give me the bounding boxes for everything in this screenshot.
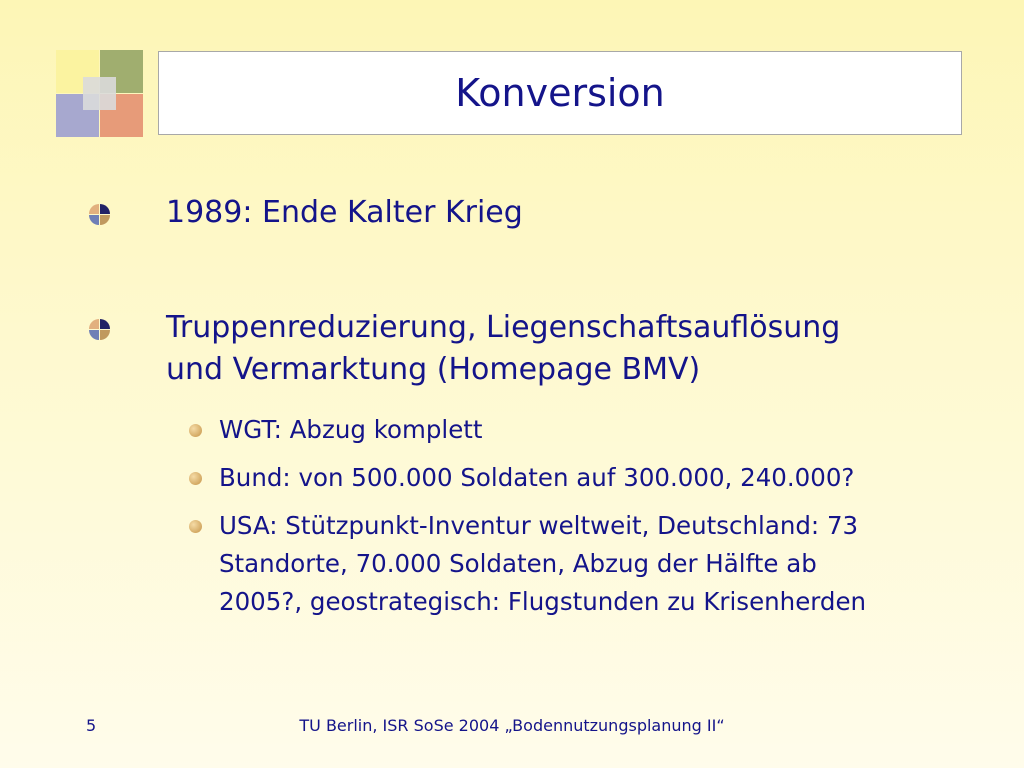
subbullet-text: WGT: Abzug komplett	[219, 415, 483, 444]
bullet-icon	[89, 204, 111, 226]
footer-text: TU Berlin, ISR SoSe 2004 „Bodennutzungsplanung II“	[299, 716, 725, 735]
bullet-text: Truppenreduzierung, Liegenschaftsauflösung und Vermarktung (Homepage BMV)	[166, 310, 841, 387]
slide-number: 5	[86, 716, 97, 735]
subbullet-text: USA: Stützpunkt-Inventur weltweit, Deutschland: 73 Standorte, 70.000 Soldaten, Abzug der Hälfte ab 2005?, geostrategisch: Flugstunden zu Krisenherden	[219, 511, 867, 616]
logo	[56, 50, 143, 136]
bullet-text: 1989: Ende Kalter Krieg	[166, 195, 523, 230]
title-box	[158, 51, 962, 135]
subbullet-text: Bund: von 500.000 Soldaten auf 300.000, 240.000?	[219, 463, 855, 492]
subbullet-dot-icon	[189, 520, 202, 533]
slide-title: Konversion	[455, 71, 665, 115]
logo-center-square	[83, 77, 116, 110]
subbullet-dot-icon	[189, 424, 202, 437]
subbullet-dot-icon	[189, 472, 202, 485]
bullet-icon	[89, 319, 111, 341]
